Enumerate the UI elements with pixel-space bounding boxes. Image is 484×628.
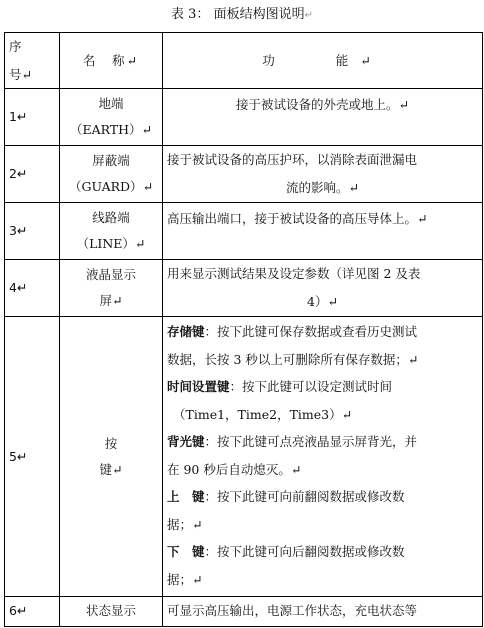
row-number: 1↵ bbox=[5, 89, 60, 146]
row-name: 状态显示 bbox=[60, 597, 163, 627]
key-store-desc: 存储键：按下此键可保存数据或查看历史测试 bbox=[167, 324, 418, 339]
table-caption bbox=[0, 0, 484, 30]
header-number: 序 号↵ bbox=[5, 33, 60, 89]
table-row bbox=[5, 260, 483, 317]
row-number: 3↵ bbox=[5, 203, 60, 260]
key-down-desc: 下 键：按下此键可向后翻阅数据或修改数 bbox=[167, 544, 405, 559]
table-row bbox=[5, 203, 483, 260]
row-function: 用来显示测试结果及设定参数（详见图 2 及表 4）↵ bbox=[163, 260, 483, 317]
table-row bbox=[5, 597, 483, 627]
table-row bbox=[5, 89, 483, 146]
row-function-keys: 存储键：按下此键可保存数据或查看历史测试 数据，长按 3 秒以上可删除所有保存数据；↵ 时间设置键：按下此键可以设定测试时间 （Time1，Time2，Time3）↵ 背光键：按下此键可点亮液晶显示屏背光，并 在 90 秒后自动熄灭。↵ 上 键：按下此键可向前翻阅数据或修改数 据；↵ 下 键：按下此键可向后翻阅数据或修改数 据；↵ bbox=[163, 317, 483, 597]
row-function: 接于被试设备的高压护环，以消除表面泄漏电 流的影响。↵ bbox=[163, 146, 483, 203]
paragraph-mark: ↵ bbox=[304, 10, 313, 21]
row-number: 4↵ bbox=[5, 260, 60, 317]
row-number: 6↵ bbox=[5, 597, 60, 627]
header-function: 功 能↵ bbox=[163, 33, 483, 89]
header-name: 名 称↵ bbox=[60, 33, 163, 89]
caption-text: 表 3： 面板结构图说明 bbox=[171, 7, 305, 22]
row-name: 地端 （EARTH）↵ bbox=[60, 89, 163, 146]
row-number: 2↵ bbox=[5, 146, 60, 203]
row-name: 线路端 （LINE）↵ bbox=[60, 203, 163, 260]
key-up-desc: 上 键：按下此键可向前翻阅数据或修改数 bbox=[167, 489, 405, 504]
table-row-keys bbox=[5, 317, 483, 597]
row-name: 按 键↵ bbox=[60, 317, 163, 597]
table-row bbox=[5, 146, 483, 203]
panel-structure-table bbox=[4, 32, 483, 627]
table-header-row bbox=[5, 33, 483, 89]
row-function: 高压输出端口，接于被试设备的高压导体上。↵ bbox=[163, 203, 483, 260]
header-number-second: 号↵ bbox=[9, 66, 32, 82]
row-function: 接于被试设备的外壳或地上。↵ bbox=[163, 89, 483, 146]
row-name: 屏蔽端 （GUARD）↵ bbox=[60, 146, 163, 203]
row-function: 可显示高压输出，电源工作状态，充电状态等 bbox=[163, 597, 483, 627]
row-number: 5↵ bbox=[5, 317, 60, 597]
row-name: 液晶显示 屏↵ bbox=[60, 260, 163, 317]
key-backlight-desc: 背光键：按下此键可点亮液晶显示屏背光，并 bbox=[167, 434, 418, 449]
key-time-desc: 时间设置键：按下此键可以设定测试时间 bbox=[167, 379, 393, 394]
